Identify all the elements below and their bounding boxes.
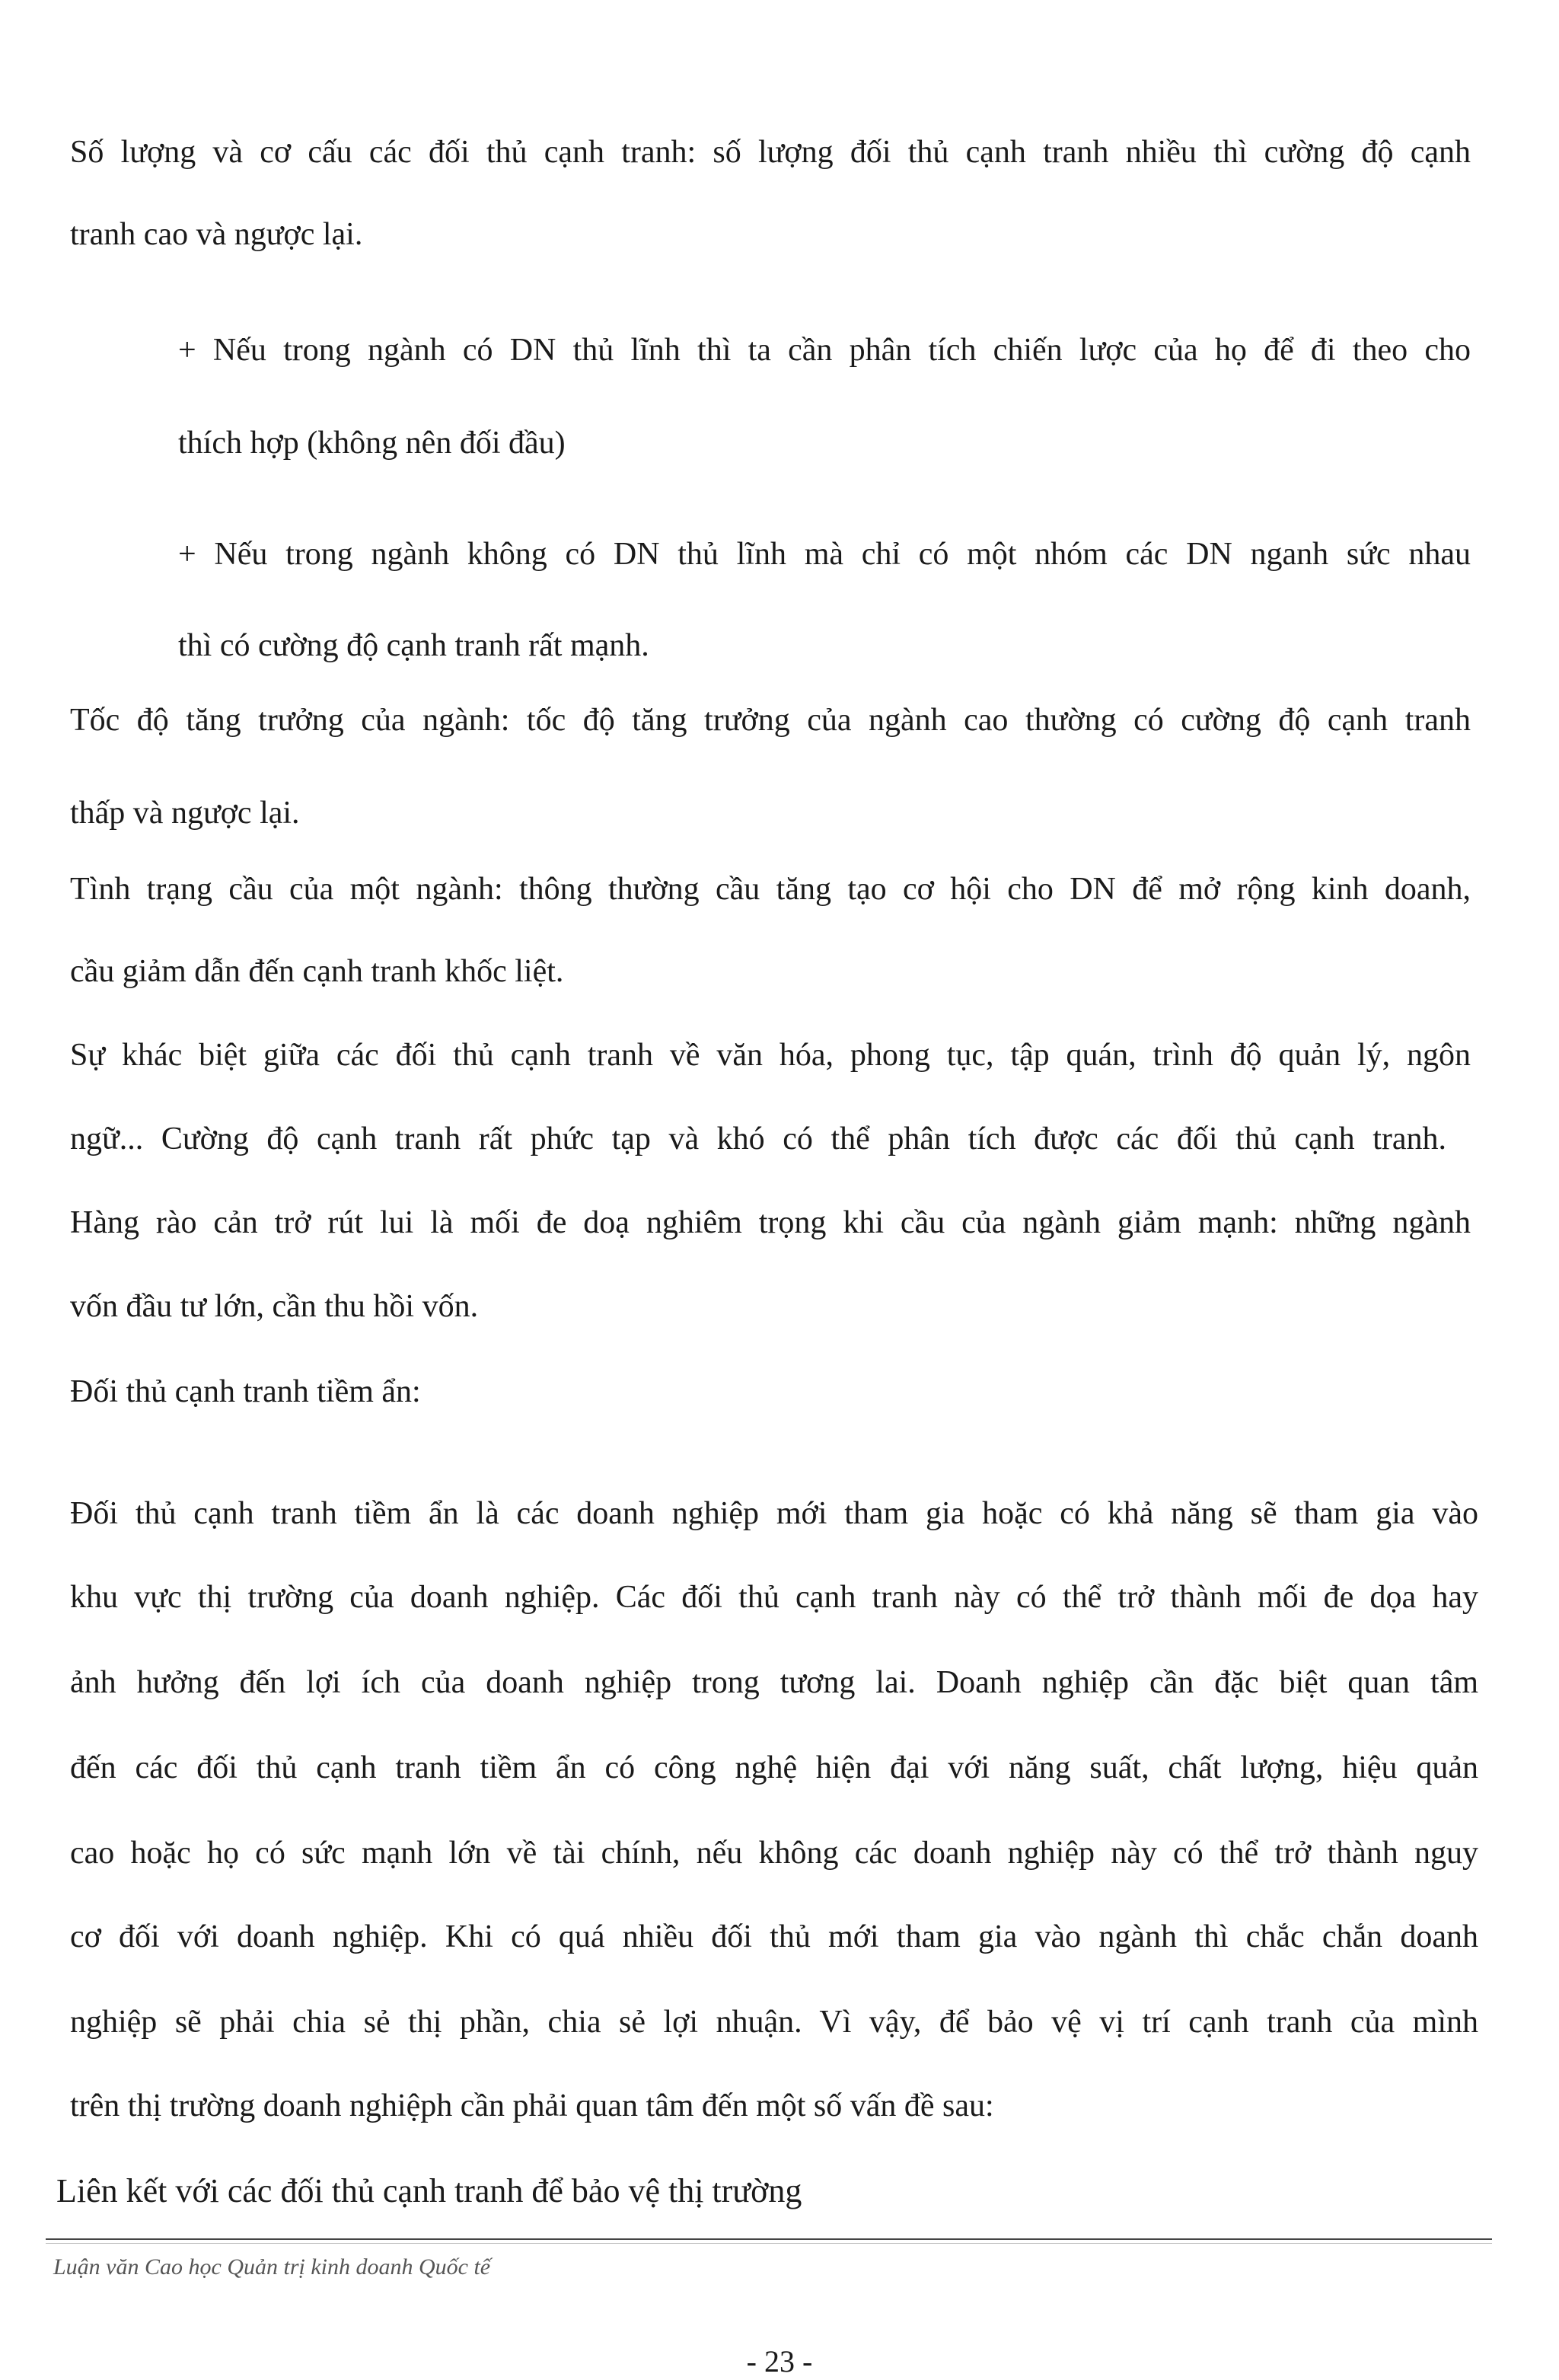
text-line: Tình trạng cầu của một ngành: thông thường cầu tăng tạo cơ hội cho DN để mở rộng kinh doanh,: [70, 872, 1471, 907]
text-line: thấp và ngược lại.: [70, 796, 300, 831]
text-line: Sự khác biệt giữa các đối thủ cạnh tranh về văn hóa, phong tục, tập quán, trình độ quản lý, ngôn: [70, 1038, 1471, 1073]
text-line: ngữ... Cường độ cạnh tranh rất phức tạp và khó có thể phân tích được các đối thủ cạnh tranh.: [70, 1121, 1446, 1157]
text-line: tranh cao và ngược lại.: [70, 217, 363, 252]
text-line: cơ đối với doanh nghiệp. Khi có quá nhiều đối thủ mới tham gia vào ngành thì chắc chắn doanh: [70, 1919, 1478, 1954]
text-line: Tốc độ tăng trưởng của ngành: tốc độ tăng trưởng của ngành cao thường có cường độ cạnh tranh: [70, 703, 1471, 738]
footer-divider-shadow: [46, 2243, 1492, 2244]
text-line: ảnh hưởng đến lợi ích của doanh nghiệp trong tương lai. Doanh nghiệp cần đặc biệt quan tâm: [70, 1665, 1478, 1700]
text-line: Hàng rào cản trở rút lui là mối đe doạ nghiêm trọng khi cầu của ngành giảm mạnh: những ngành: [70, 1205, 1471, 1240]
bullet-line: + Nếu trong ngành không có DN thủ lĩnh mà chỉ có một nhóm các DN nganh sức nhau: [178, 537, 1471, 572]
text-line: trên thị trường doanh nghiệph cần phải quan tâm đến một số vấn đề sau:: [70, 2088, 994, 2123]
text-line: cao hoặc họ có sức mạnh lớn về tài chính, nếu không các doanh nghiệp này có thể trở thành nguy: [70, 1836, 1478, 1871]
text-line: cầu giảm dẫn đến cạnh tranh khốc liệt.: [70, 954, 564, 989]
text-line: nghiệp sẽ phải chia sẻ thị phần, chia sẻ lợi nhuận. Vì vậy, để bảo vệ vị trí cạnh tranh của mình: [70, 2005, 1478, 2040]
bullet-line: + Nếu trong ngành có DN thủ lĩnh thì ta cần phân tích chiến lược của họ để đi theo cho: [178, 333, 1471, 368]
footer-thesis-label: Luận văn Cao học Quản trị kinh doanh Quốc tế: [53, 2254, 491, 2280]
text-line: vốn đầu tư lớn, cần thu hồi vốn.: [70, 1289, 479, 1324]
text-line: Liên kết với các đối thủ cạnh tranh để bảo vệ thị trường: [56, 2172, 802, 2209]
bullet-line: thích hợp (không nên đối đầu): [178, 426, 566, 461]
text-line: khu vực thị trường của doanh nghiệp. Các đối thủ cạnh tranh này có thể trở thành mối đe dọa hay: [70, 1580, 1478, 1615]
footer-divider: [46, 2238, 1492, 2240]
text-line: đến các đối thủ cạnh tranh tiềm ẩn có công nghệ hiện đại với năng suất, chất lượng, hiệu quản: [70, 1750, 1478, 1785]
text-line: Số lượng và cơ cấu các đối thủ cạnh tranh: số lượng đối thủ cạnh tranh nhiều thì cường độ cạnh: [70, 135, 1471, 170]
section-heading: Đối thủ cạnh tranh tiềm ẩn:: [70, 1374, 421, 1409]
bullet-line: thì có cường độ cạnh tranh rất mạnh.: [178, 628, 649, 663]
text-line: Đối thủ cạnh tranh tiềm ẩn là các doanh nghiệp mới tham gia hoặc có khả năng sẽ tham gia vào: [70, 1496, 1478, 1531]
page-number: - 23 -: [746, 2344, 813, 2378]
